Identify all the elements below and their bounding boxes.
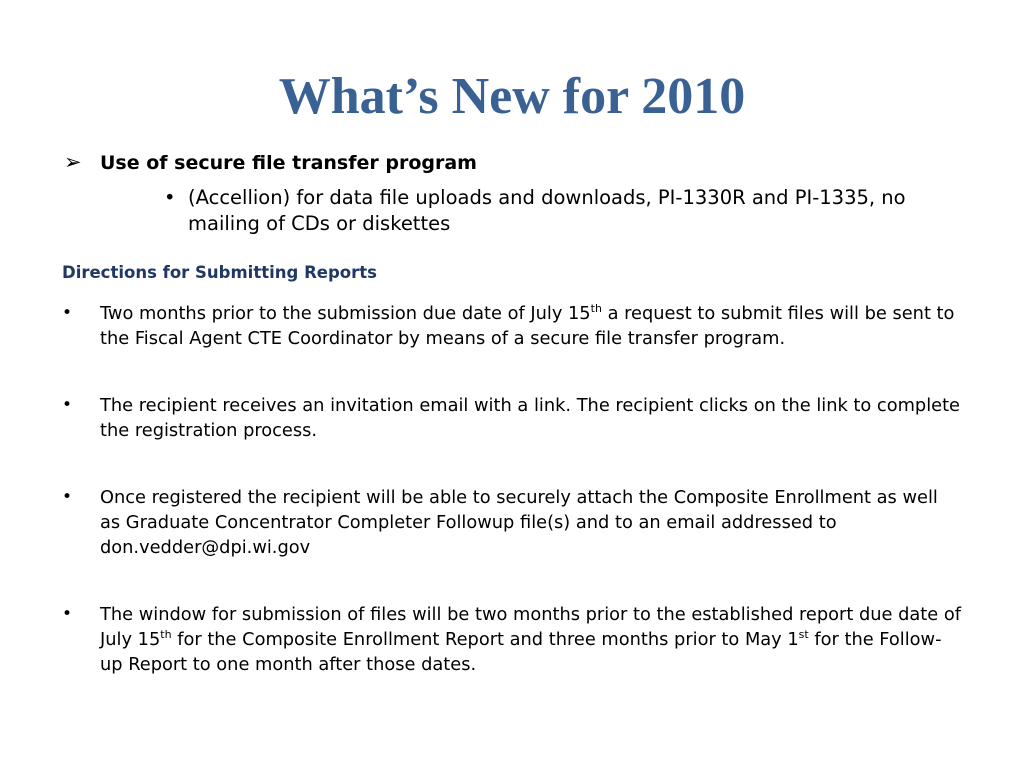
directions-list: [62, 301, 962, 719]
slide-title: What’s New for 2010: [278, 68, 746, 125]
list-item-text: Once registered the recipient will be able to securely attach the Composite Enrollment as well as Graduate Concentrator Completer Followup file(s) and to an email addressed to don.vedder@dpi.wi.gov: [100, 487, 938, 558]
list-item-text: The recipient receives an invitation email with a link. The recipient clicks on the link to complete the registration process.: [100, 395, 960, 441]
arrow-bullet-icon: ➢: [64, 150, 82, 174]
bullet-icon: •: [62, 487, 73, 507]
bullet-icon: •: [62, 604, 73, 624]
list-item-text: Two months prior to the submission due date of July 15th a request to submit files will be sent to the Fiscal Agent CTE Coordinator by means of a secure file transfer program.: [100, 302, 955, 349]
list-item: [62, 301, 962, 351]
section-title: Directions for Submitting Reports: [62, 263, 377, 282]
list-item: [62, 485, 962, 560]
list-item-text: The window for submission of files will be two months prior to the established report due date of July 15th for the Composite Enrollment Report and three months prior to May 1st for the Follow-up Report to one month after those dates.: [100, 604, 962, 675]
bullet-icon: •: [62, 303, 73, 323]
bullet-icon: •: [164, 186, 176, 209]
new-feature-detail: [164, 185, 954, 237]
list-item: [62, 393, 962, 443]
new-feature-detail-text: (Accellion) for data file uploads and downloads, PI-1330R and PI-1335, no mailing of CDs or diskettes: [188, 186, 906, 235]
list-item: [62, 602, 962, 677]
bullet-icon: •: [62, 395, 73, 415]
new-feature-heading-text: Use of secure file transfer program: [100, 152, 477, 174]
